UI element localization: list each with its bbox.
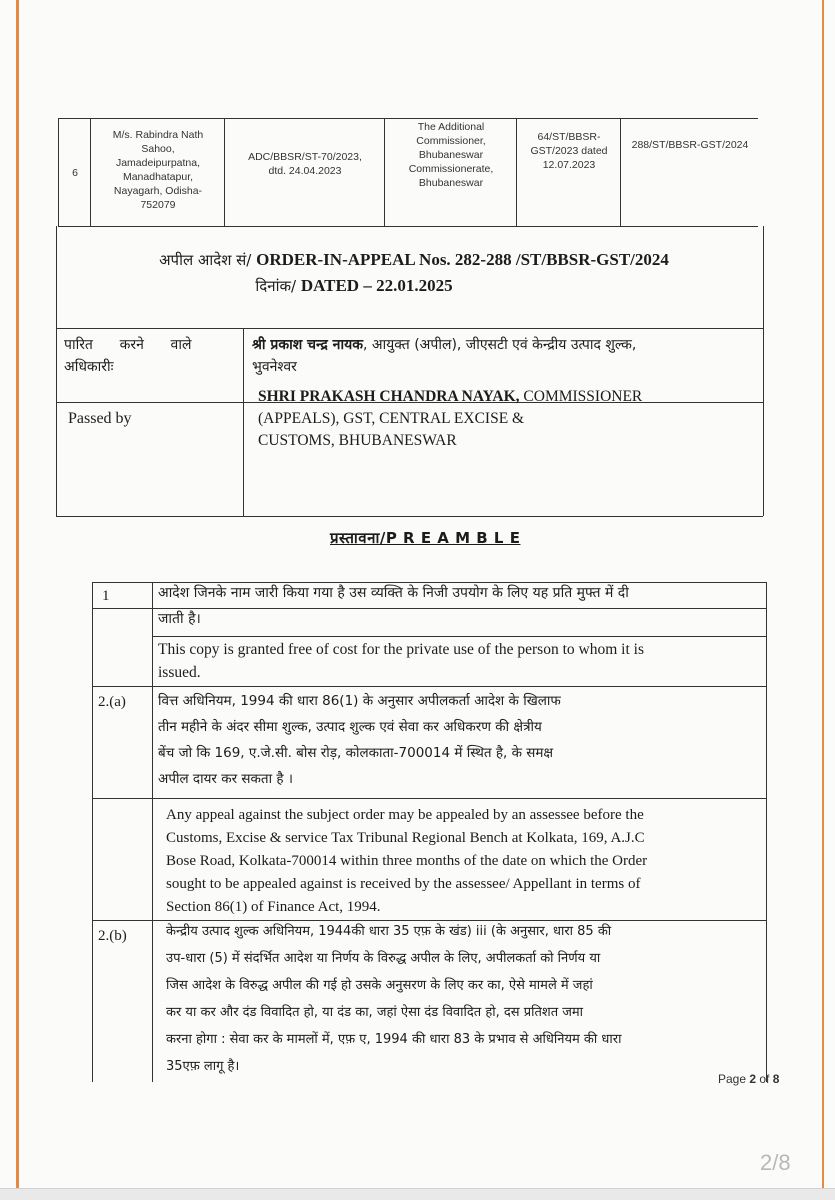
officer-designation-hindi: , आयुक्त (अपील), जीएसटी एवं केन्द्रीय उत्पाद शुल्क, bbox=[362, 337, 637, 353]
document-page bbox=[54, 0, 794, 1110]
officer-designation: (APPEALS), GST, CENTRAL EXCISE & bbox=[258, 410, 525, 427]
viewer-bottom-bar bbox=[0, 1188, 835, 1200]
appellant-line: Nayagarh, Odisha- bbox=[113, 185, 203, 197]
serial-number: 6 bbox=[72, 167, 78, 179]
officer-name-hindi bbox=[252, 334, 762, 378]
text-line: Customs, Excise & service Tax Tribunal Regional Bench at Kolkata, 169, A.J.C bbox=[166, 830, 645, 846]
page-counter: 2/8 bbox=[760, 1150, 791, 1175]
item1-english-text bbox=[158, 638, 764, 684]
text-line: बेंच जो कि 169, ए.जे.सी. बोस रोड़, कोलकाता-700014 में स्थित है, के समक्ष bbox=[158, 745, 554, 761]
passed-by-label: Passed by bbox=[68, 410, 132, 427]
appeal-line: 12.07.2023 bbox=[542, 159, 596, 171]
text-line: वित्त अधिनियम, 1994 की धारा 86(1) के अनुसार अपीलकर्ता आदेश के खिलाफ bbox=[158, 693, 561, 709]
item2b-hindi-text bbox=[166, 918, 766, 1080]
label-line: पारित करने वाले bbox=[64, 337, 192, 353]
adjudicating-authority-cell bbox=[386, 120, 516, 190]
item2a-english-text bbox=[166, 804, 766, 919]
preamble-heading: प्रस्तावना/P R E A M B L E bbox=[330, 529, 521, 547]
text-line: This copy is granted free of cost for the private use of the person to whom it is bbox=[158, 641, 644, 658]
viewer-frame-left-border bbox=[16, 0, 19, 1200]
officer-designation: COMMISSIONER bbox=[519, 388, 643, 405]
passed-by-label-hindi bbox=[64, 334, 239, 378]
text-line: आदेश जिनके नाम जारी किया गया है उस व्यक्ति के निजी उपयोग के लिए यह प्रति मुफ्त में दी bbox=[158, 585, 629, 601]
text-line: उप-धारा (5) में संदर्भित आदेश या निर्णय के विरुद्ध अपील के लिए, अपीलकर्ता को निर्णय या bbox=[166, 951, 601, 966]
date-label-english: DATED – 22.01.2025 bbox=[300, 276, 453, 295]
text-line: तीन महीने के अंदर सीमा शुल्क, उत्पाद शुल्क एवं सेवा कर अधिकरण की क्षेत्रीय bbox=[158, 719, 542, 735]
page-number: 2 bbox=[749, 1072, 757, 1086]
page-total: 8 bbox=[772, 1072, 780, 1086]
appellant-line: 752079 bbox=[140, 199, 176, 211]
item-number: 2.(b) bbox=[98, 928, 127, 944]
text-line: केन्द्रीय उत्पाद शुल्क अधिनियम, 1944की धारा 35 एफ़ के खंड) iii (के अनुसार, धारा 85 की bbox=[166, 924, 612, 939]
text-line: करना होगा : सेवा कर के मामलों में, एफ़ ए, 1994 की धारा 83 के प्रभाव से अधिनियम की धारा bbox=[166, 1032, 622, 1047]
officer-name-english bbox=[258, 386, 758, 452]
authority-line: Commissioner, bbox=[416, 135, 486, 147]
officer-location-hindi: भुवनेश्वर bbox=[252, 359, 297, 375]
appellant-line: Manadhatapur, bbox=[122, 171, 194, 183]
order-date bbox=[74, 276, 634, 296]
officer-name-bold-hindi: श्री प्रकाश चन्द्र नायक bbox=[252, 337, 363, 353]
text-line: issued. bbox=[158, 664, 201, 681]
text-line: कर या कर और दंड विवादित हो, या दंड का, जहां ऐसा दंड विवादित हो, दस प्रतिशत जमा bbox=[166, 1005, 584, 1020]
order-title-hindi: अपील आदेश सं/ bbox=[159, 251, 257, 269]
oio-line: dtd. 24.04.2023 bbox=[268, 165, 342, 177]
page-prefix: Page bbox=[718, 1072, 750, 1086]
officer-designation: CUSTOMS, BHUBANESWAR bbox=[258, 432, 457, 449]
appellant-line: Jamadeipurpatna, bbox=[115, 157, 201, 169]
appellant-name-cell bbox=[92, 128, 224, 212]
item-number: 1 bbox=[102, 588, 110, 604]
text-line: Section 86(1) of Finance Act, 1994. bbox=[166, 899, 381, 915]
viewer-frame-right-border bbox=[822, 0, 824, 1200]
label-line: अधिकारीः bbox=[64, 359, 114, 375]
appeal-line: 64/ST/BBSR- bbox=[537, 131, 601, 143]
text-line: Bose Road, Kolkata-700014 within three months of the date on which the Order bbox=[166, 853, 648, 869]
appellant-line: Sahoo, bbox=[141, 143, 175, 155]
oia-number-cell: 288/ST/BBSR-GST/2024 bbox=[631, 139, 749, 151]
page-of: of bbox=[756, 1072, 773, 1086]
page-number-footer bbox=[718, 1072, 779, 1086]
item1-hindi-text bbox=[158, 580, 764, 632]
text-line: 35एफ़ लागू है। bbox=[166, 1059, 240, 1074]
order-title-english: ORDER-IN-APPEAL Nos. 282-288 /ST/BBSR-GST/2024 bbox=[256, 250, 669, 269]
appeal-number-cell bbox=[518, 130, 620, 172]
text-line: अपील दायर कर सकता है । bbox=[158, 771, 293, 787]
text-line: sought to be appealed against is received by the assessee/ Appellant in terms of bbox=[166, 876, 641, 892]
authority-line: Commissionerate, bbox=[408, 163, 494, 175]
item-number: 2.(a) bbox=[98, 694, 126, 710]
appeal-line: GST/2023 dated bbox=[530, 145, 608, 157]
text-line: Any appeal against the subject order may be appealed by an assessee before the bbox=[166, 807, 644, 823]
text-line: जाती है। bbox=[158, 611, 201, 627]
oio-line: ADC/BBSR/ST-70/2023, bbox=[248, 151, 362, 163]
authority-line: Bhubaneswar bbox=[418, 177, 484, 189]
officer-name-bold: SHRI PRAKASH CHANDRA NAYAK, bbox=[258, 388, 520, 405]
item2a-hindi-text bbox=[158, 688, 764, 792]
authority-line: Bhubaneswar bbox=[418, 149, 484, 161]
order-in-appeal-title bbox=[74, 250, 754, 270]
oio-number-cell bbox=[226, 150, 384, 178]
text-line: जिस आदेश के विरुद्ध अपील की गई हो उसके अनुसरण के लिए कर का, ऐसे मामले में जहां bbox=[166, 978, 593, 993]
appellant-line: M/s. Rabindra Nath bbox=[112, 129, 204, 141]
date-label-hindi: दिनांक/ bbox=[255, 277, 301, 295]
authority-line: The Additional bbox=[417, 121, 485, 133]
